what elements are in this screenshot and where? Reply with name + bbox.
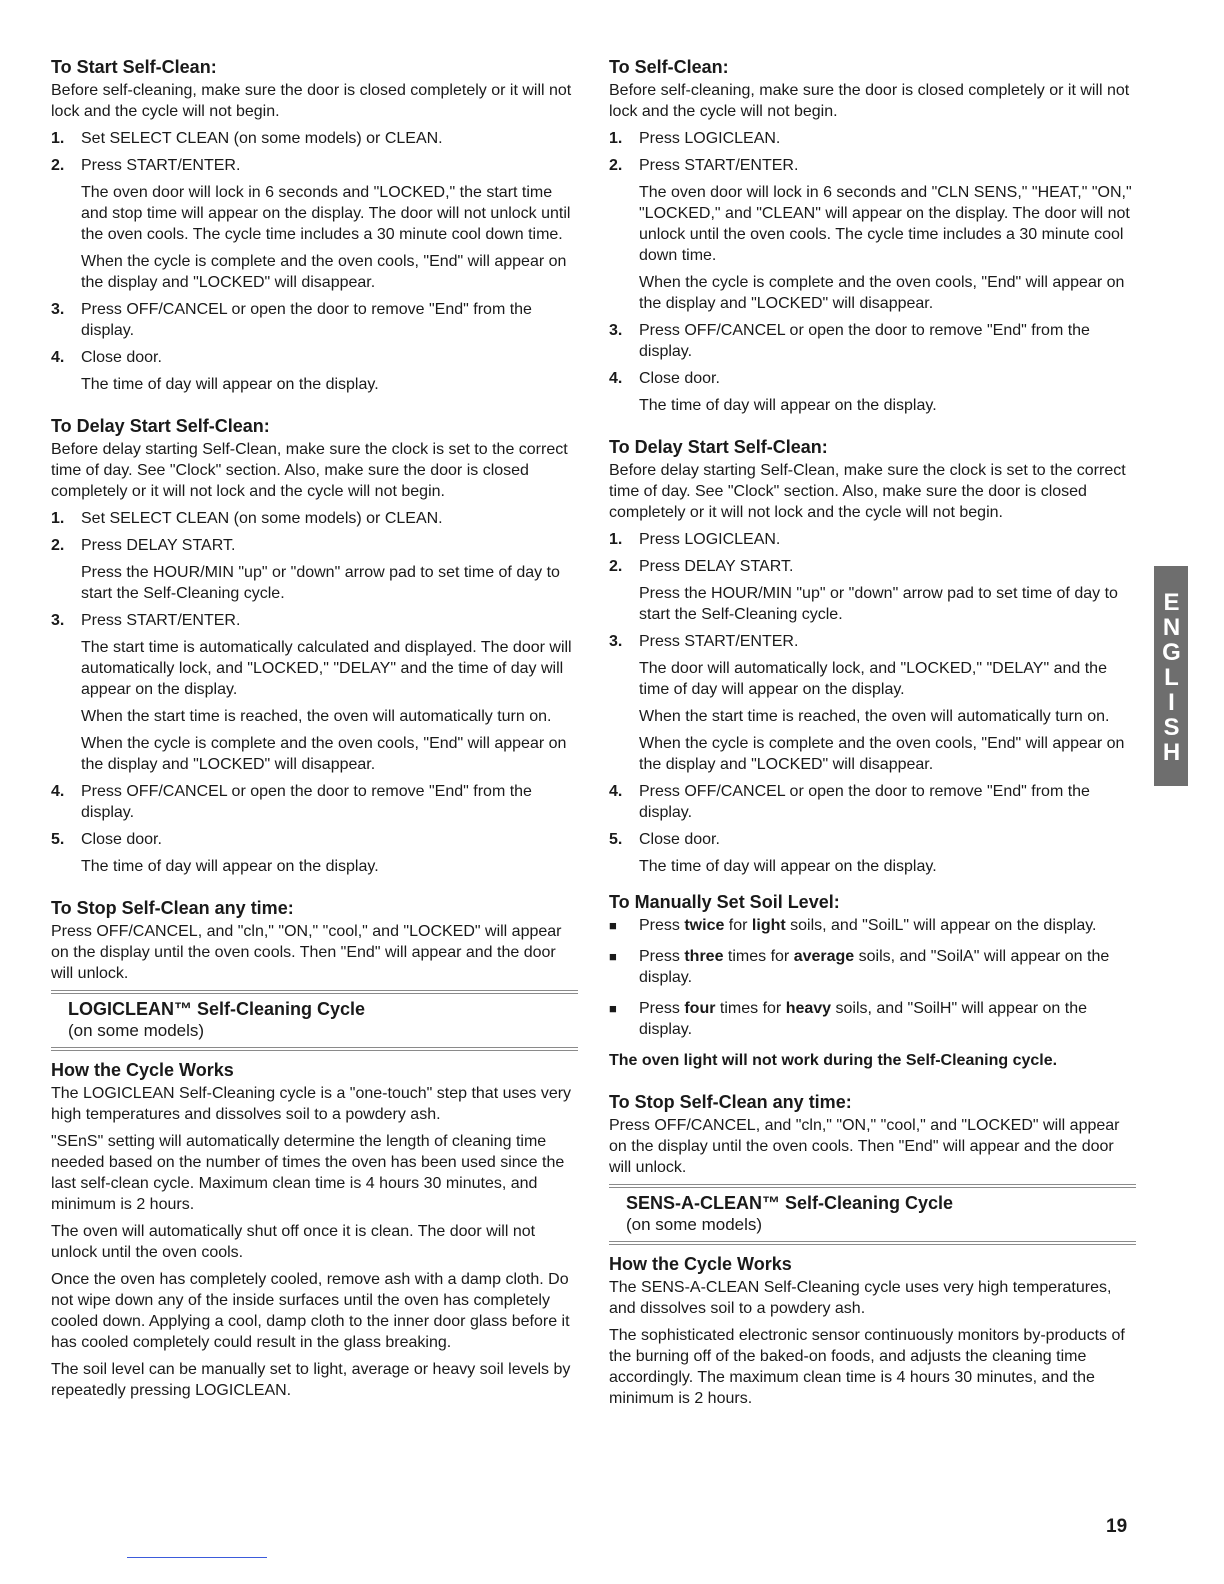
page-number: 19: [1106, 1516, 1128, 1537]
box-subtitle: (on some models): [626, 1215, 763, 1234]
step-text: Press LOGICLEAN.: [639, 531, 781, 548]
step-text: Press DELAY START.: [639, 558, 794, 575]
step-note: When the cycle is complete and the oven cools, "End" will appear on the display and "LOCKED" will disappear.: [639, 735, 1125, 773]
step-item: [51, 299, 578, 341]
step-number: 5.: [51, 831, 65, 848]
step-item: [51, 128, 578, 149]
step-item: [609, 556, 1136, 577]
body-paragraph: The sophisticated electronic sensor continuously monitors by-products of the burning off of the baked-on foods, and adjusts the cleaning time accordingly. The maximum clean time is 4 hours 30 minutes, and the minimum is 2 hours.: [609, 1327, 1125, 1407]
section-heading-stop-self-clean: To Stop Self-Clean any time:: [609, 1092, 852, 1112]
step-note: When the cycle is complete and the oven cools, "End" will appear on the display and "LOCKED" will disappear.: [81, 735, 567, 773]
section-heading-delay-start: To Delay Start Self-Clean:: [609, 437, 828, 457]
step-number: 1.: [609, 130, 623, 147]
step-number: 2.: [609, 157, 623, 174]
step-note: The door will automatically lock, and "LOCKED," "DELAY" and the time of day will appear on the display.: [639, 660, 1107, 698]
intro-paragraph: Before delay starting Self-Clean, make sure the clock is set to the correct time of day. See "Clock" section. Also, make sure the door is closed completely or it will not lock and the cycle will not begin.: [609, 462, 1126, 521]
list-item: [609, 946, 1136, 988]
step-note: When the cycle is complete and the oven cools, "End" will appear on the display and "LOCKED" will disappear.: [639, 274, 1125, 312]
body-paragraph: The LOGICLEAN Self-Cleaning cycle is a "one-touch" step that uses very high temperatures and dissolves soil to a powdery ash.: [51, 1085, 572, 1123]
step-text: Press OFF/CANCEL or open the door to remove "End" from the display.: [639, 322, 1090, 360]
step-note: When the start time is reached, the oven will automatically turn on.: [639, 708, 1110, 725]
section-heading-delay-start: To Delay Start Self-Clean:: [51, 416, 270, 436]
step-text: Press START/ENTER.: [81, 612, 241, 629]
step-item: [609, 529, 1136, 550]
bullet-icon: ■: [609, 918, 617, 933]
section-heading-start-self-clean: To Start Self-Clean:: [51, 57, 217, 77]
step-item: [609, 320, 1136, 362]
step-number: 3.: [51, 612, 65, 629]
step-item: [51, 347, 578, 368]
step-text: Close door.: [81, 831, 162, 848]
section-heading-how-cycle-works: How the Cycle Works: [609, 1254, 792, 1274]
step-number: 1.: [51, 510, 65, 527]
bullet-text: Press twice for light soils, and "SoilL" will appear on the display.: [639, 917, 1097, 934]
step-item: [51, 155, 578, 176]
box-title: SENS-A-CLEAN™ Self-Cleaning Cycle: [626, 1193, 954, 1213]
step-number: 4.: [51, 783, 65, 800]
intro-paragraph: Before self-cleaning, make sure the door is closed completely or it will not lock and the cycle will not begin.: [51, 82, 572, 120]
step-text: Close door.: [639, 831, 720, 848]
intro-paragraph: Before delay starting Self-Clean, make sure the clock is set to the correct time of day. See "Clock" section. Also, make sure the door is closed completely or it will not lock and the cycle will not begin.: [51, 441, 568, 500]
body-paragraph: The SENS-A-CLEAN Self-Cleaning cycle uses very high temperatures, and dissolves soil to a powdery ash.: [609, 1279, 1112, 1317]
logiclean-title-box: [51, 990, 578, 1051]
step-number: 4.: [51, 349, 65, 366]
step-note: When the start time is reached, the oven will automatically turn on.: [81, 708, 552, 725]
step-note: The start time is automatically calculated and displayed. The door will automatically lock, and "LOCKED," "DELAY" and the time of day will appear on the display.: [81, 639, 572, 698]
step-text: Close door.: [639, 370, 720, 387]
step-item: [51, 781, 578, 823]
step-number: 1.: [609, 531, 623, 548]
section-heading-self-clean: To Self-Clean:: [609, 57, 729, 77]
step-number: 3.: [609, 633, 623, 650]
section-heading-how-cycle-works: How the Cycle Works: [51, 1060, 234, 1080]
stop-paragraph: Press OFF/CANCEL, and "cln," "ON," "cool," and "LOCKED" will appear on the display until the oven cools. Then "End" will appear and the door will unlock.: [609, 1117, 1120, 1176]
step-note: The time of day will appear on the display.: [639, 858, 937, 875]
body-paragraph: Once the oven has completely cooled, remove ash with a damp cloth. Do not wipe down any of the inside surfaces until the oven has completely cooled down. Applying a cool, damp cloth to the inner door glass before it has cooled completely could result in the glass breaking.: [51, 1271, 570, 1351]
step-number: 4.: [609, 783, 623, 800]
step-note: The time of day will appear on the display.: [81, 376, 379, 393]
intro-paragraph: Before self-cleaning, make sure the door is closed completely or it will not lock and the cycle will not begin.: [609, 82, 1130, 120]
left-column: [51, 56, 578, 1407]
step-text: Close door.: [81, 349, 162, 366]
step-text: Press OFF/CANCEL or open the door to remove "End" from the display.: [81, 783, 532, 821]
bullet-icon: ■: [609, 949, 617, 964]
body-paragraph: The oven will automatically shut off once it is clean. The door will not unlock until the oven cools.: [51, 1223, 536, 1261]
list-item: [609, 915, 1136, 936]
right-column: [609, 56, 1136, 1415]
box-title: LOGICLEAN™ Self-Cleaning Cycle: [68, 999, 366, 1019]
step-item: [609, 781, 1136, 823]
bullet-icon: ■: [609, 1001, 617, 1016]
language-side-tab: ENGLISH: [1154, 566, 1188, 786]
step-text: Press DELAY START.: [81, 537, 236, 554]
step-item: [51, 508, 578, 529]
box-subtitle: (on some models): [68, 1021, 205, 1040]
step-item: [51, 535, 578, 556]
step-note: The oven door will lock in 6 seconds and "LOCKED," the start time and stop time will appear on the display. The door will not unlock until the oven cools. The cycle time includes a 30 minute cool down time.: [81, 184, 571, 243]
step-note: The oven door will lock in 6 seconds and "CLN SENS," "HEAT," "ON," "LOCKED," and "CLEAN" will appear on the display. The door will not unlock until the oven cools. The cycle time includes a 30 minute cool down time.: [639, 184, 1132, 264]
section-heading-soil-level: To Manually Set Soil Level:: [609, 892, 840, 912]
step-text: Press START/ENTER.: [639, 633, 799, 650]
step-item: [51, 610, 578, 631]
step-item: [609, 829, 1136, 850]
list-item: [609, 998, 1136, 1040]
step-item: [609, 368, 1136, 389]
step-item: [609, 128, 1136, 149]
stop-paragraph: Press OFF/CANCEL, and "cln," "ON," "cool," and "LOCKED" will appear on the display until the oven cools. Then "End" will appear and the door will unlock.: [51, 923, 562, 982]
sens-a-clean-title-box: [609, 1184, 1136, 1245]
step-item: [51, 829, 578, 850]
step-text: Press START/ENTER.: [639, 157, 799, 174]
oven-light-warning: The oven light will not work during the Self-Cleaning cycle.: [609, 1052, 1058, 1069]
bullet-text: Press three times for average soils, and "SoilA" will appear on the display.: [639, 948, 1110, 986]
step-number: 4.: [609, 370, 623, 387]
step-number: 3.: [609, 322, 623, 339]
step-number: 5.: [609, 831, 623, 848]
step-number: 2.: [51, 537, 65, 554]
step-number: 3.: [51, 301, 65, 318]
step-text: Press OFF/CANCEL or open the door to remove "End" from the display.: [81, 301, 532, 339]
step-text: Set SELECT CLEAN (on some models) or CLEAN.: [81, 510, 443, 527]
step-text: Press OFF/CANCEL or open the door to remove "End" from the display.: [639, 783, 1090, 821]
step-note: The time of day will appear on the display.: [639, 397, 937, 414]
step-number: 2.: [609, 558, 623, 575]
step-text: Press START/ENTER.: [81, 157, 241, 174]
bullet-text: Press four times for heavy soils, and "SoilH" will appear on the display.: [639, 1000, 1087, 1038]
section-heading-stop-self-clean: To Stop Self-Clean any time:: [51, 898, 294, 918]
bottom-rule: [127, 1557, 267, 1558]
step-note: When the cycle is complete and the oven cools, "End" will appear on the display and "LOCKED" will disappear.: [81, 253, 567, 291]
body-paragraph: The soil level can be manually set to light, average or heavy soil levels by repeatedly pressing LOGICLEAN.: [51, 1361, 571, 1399]
step-item: [609, 155, 1136, 176]
step-note: Press the HOUR/MIN "up" or "down" arrow pad to set time of day to start the Self-Cleaning cycle.: [81, 564, 560, 602]
body-paragraph: "SEnS" setting will automatically determine the length of cleaning time needed based on the number of times the oven has been used since the last self-clean cycle. Maximum clean time is 4 hours 30 minutes, and minimum is 2 hours.: [51, 1133, 565, 1213]
step-text: Press LOGICLEAN.: [639, 130, 781, 147]
step-note: The time of day will appear on the display.: [81, 858, 379, 875]
step-number: 1.: [51, 130, 65, 147]
step-item: [609, 631, 1136, 652]
step-number: 2.: [51, 157, 65, 174]
step-text: Set SELECT CLEAN (on some models) or CLEAN.: [81, 130, 443, 147]
step-note: Press the HOUR/MIN "up" or "down" arrow pad to set time of day to start the Self-Cleaning cycle.: [639, 585, 1118, 623]
